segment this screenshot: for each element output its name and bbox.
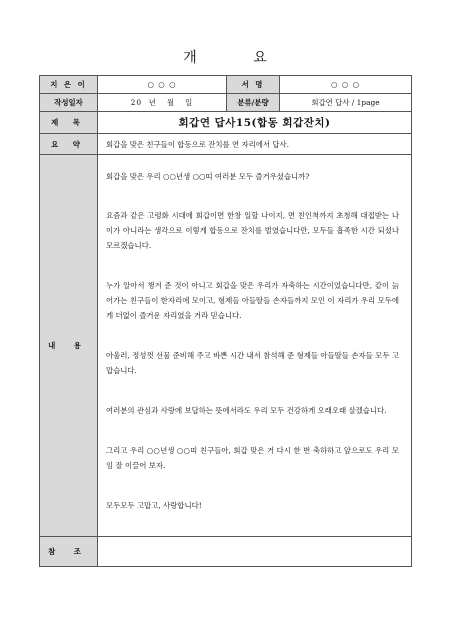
subject-label: 제 목: [40, 112, 98, 134]
page-title: 개 요: [183, 50, 293, 66]
summary-label: 요 약: [40, 134, 98, 155]
content-label: 내 용: [40, 155, 98, 537]
content-paragraph: 여러분의 관심과 사랑에 보답하는 뜻에서라도 우리 모두 건강하게 오래오래 살겠습니다.: [106, 406, 387, 415]
content-paragraph: 회갑을 맞은 우리 ○○년생 ○○띠 여러분 모두 즐거우셨습니까?: [106, 172, 310, 181]
content-paragraph: 누가 알아서 챙겨 준 것이 아니고 회갑을 맞은 우리가 자축하는 시간이었습니다만, 같이 늙어가는 친구들이 한자리에 모이고, 형제들 아들딸들 손자들까지 모인 이 자리가 우리 모두에게 더없이 즐거운 자리였을 거라 믿습니다.: [106, 281, 399, 320]
category-value: 회갑연 답사 / 1page: [280, 94, 412, 112]
date-label: 작성일자: [40, 94, 98, 112]
signature-value: ○ ○ ○: [280, 76, 412, 94]
reference-label: 참 조: [40, 537, 98, 567]
signature-label: 서 명: [227, 76, 280, 94]
summary-table: [39, 75, 412, 567]
author-label: 지 은 이: [40, 76, 98, 94]
summary-value: 회갑을 맞은 친구들이 합동으로 잔치를 연 자리에서 답사.: [98, 134, 412, 155]
content-paragraph: 아울러, 정성껏 선물 준비해 주고 바쁜 시간 내서 참석해 준 형제들 아들딸들 손자들 모두 고맙습니다.: [106, 351, 399, 375]
author-value: ○ ○ ○: [98, 76, 227, 94]
reference-value: [98, 537, 412, 567]
subject-value: 회갑연 답사15(합동 회갑잔치): [98, 112, 412, 134]
content-paragraph: 모두모두 고맙고, 사랑합니다!: [106, 501, 202, 510]
content-paragraph: 그리고 우리 ○○년생 ○○띠 친구들아, 회갑 맞은 거 다시 한 번 축하하고 앞으로도 우리 모임 잘 이끌어 보자.: [106, 446, 399, 470]
date-value: 20 년 월 일: [98, 94, 227, 112]
content-paragraph: 요즘과 같은 고령화 시대에 회갑이면 한창 일할 나이지, 면 친인척까지 초청해 대접받는 나이가 아니라는 생각으로 이렇게 합동으로 잔치를 벌였습니다만, 모두들 흡족한 시간 되셨나 모르겠습니다.: [106, 211, 399, 250]
content-body: [98, 155, 412, 537]
category-label: 분류/분량: [227, 94, 280, 112]
